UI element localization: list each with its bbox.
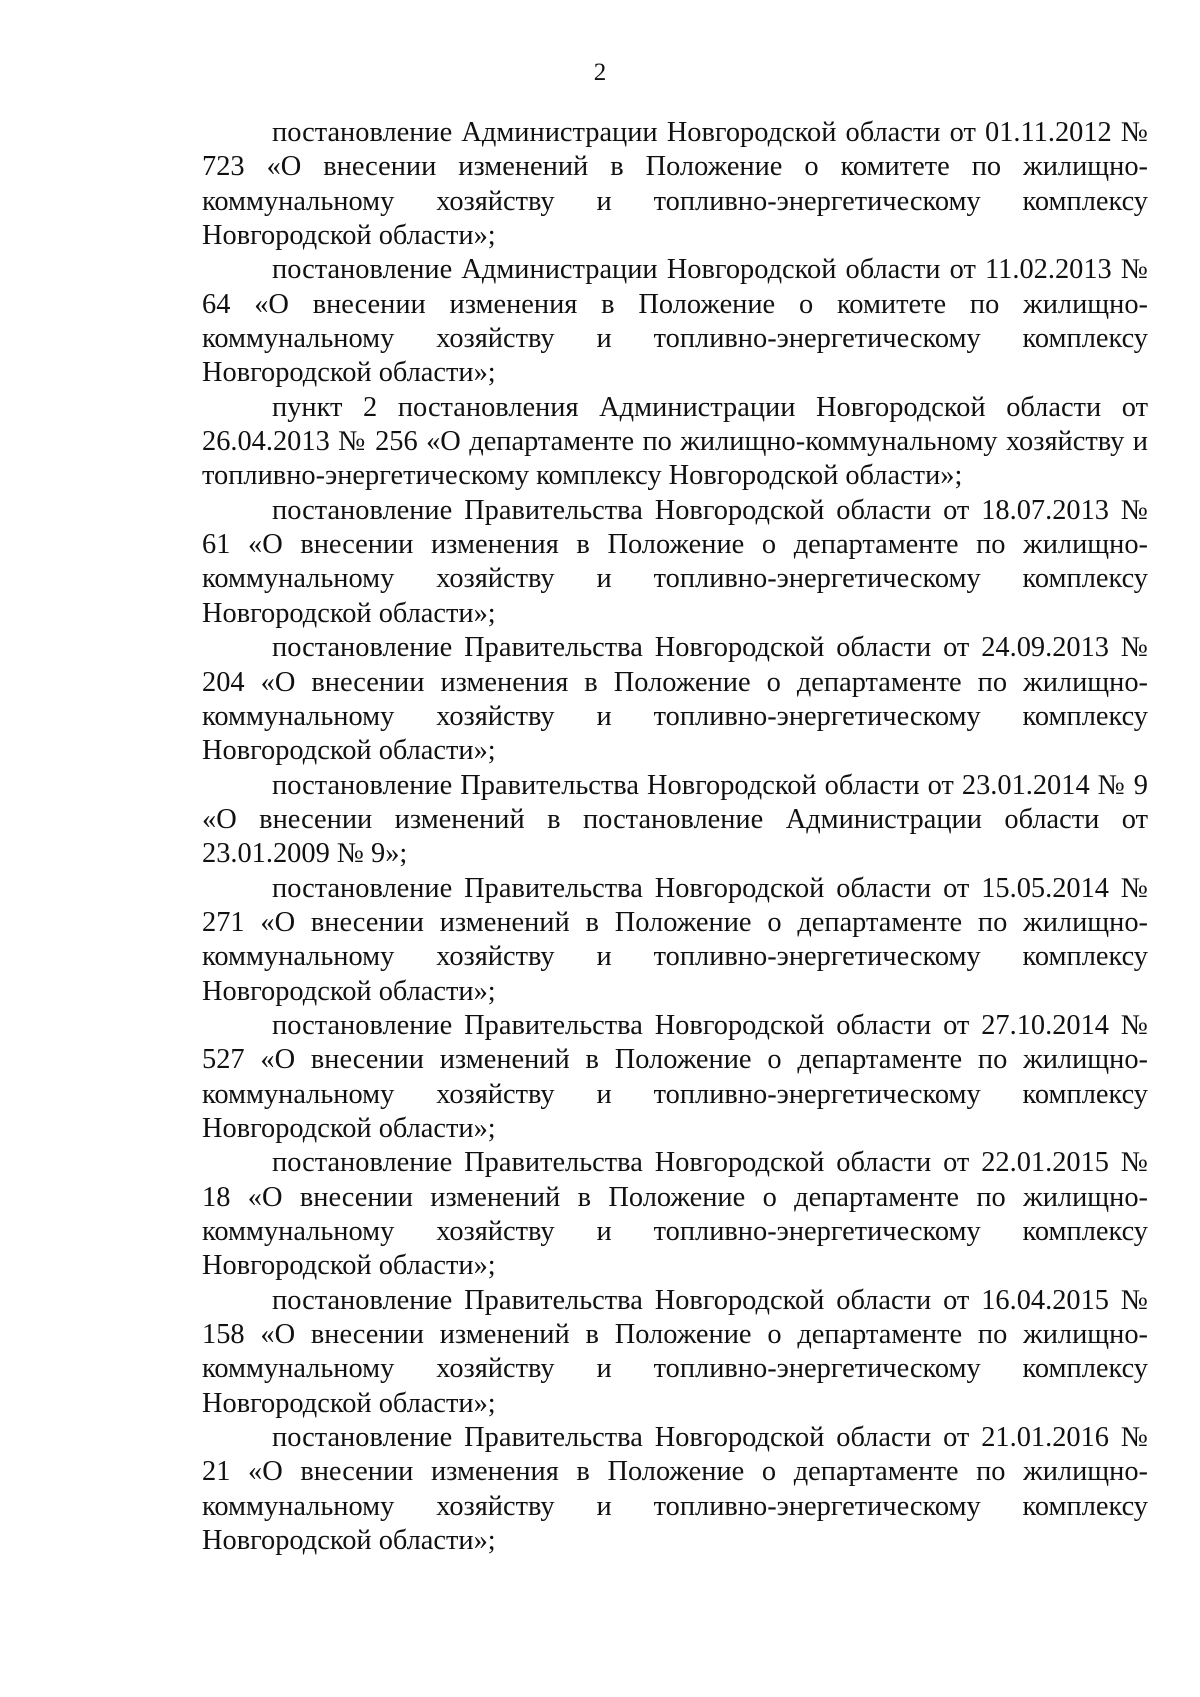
paragraph-4: постановление Правительства Новгородской области от 18.07.2013 № 61 «О внесении изменения в Положение о департаменте по жилищно-коммунальному хозяйству и топливно-энергетическому комплексу Новгородской области»; — [202, 494, 1148, 629]
paragraph-7: постановление Правительства Новгородской области от 15.05.2014 № 271 «О внесении изменений в Положение о департаменте по жилищно-коммунальному хозяйству и топливно-энергетическому комплексу Новгородской области»; — [202, 872, 1148, 1007]
paragraph-8: постановление Правительства Новгородской области от 27.10.2014 № 527 «О внесении изменений в Положение о департаменте по жилищно-коммунальному хозяйству и топливно-энергетическому комплексу Новгородской области»; — [202, 1009, 1148, 1144]
paragraph-2: постановление Администрации Новгородской области от 11.02.2013 № 64 «О внесении изменения в Положение о комитете по жилищно-коммунальному хозяйству и топливно-энергетическому комплексу Новгородской области»; — [202, 254, 1148, 389]
paragraph-5: постановление Правительства Новгородской области от 24.09.2013 № 204 «О внесении изменения в Положение о департаменте по жилищно-коммунальному хозяйству и топливно-энергетическому комплексу Новгородской области»; — [202, 632, 1148, 767]
paragraph-10: постановление Правительства Новгородской области от 16.04.2015 № 158 «О внесении изменений в Положение о департаменте по жилищно-коммунальному хозяйству и топливно-энергетическому комплексу Новгородской области»; — [202, 1284, 1148, 1419]
paragraph-11: постановление Правительства Новгородской области от 21.01.2016 № 21 «О внесении изменения в Положение о департаменте по жилищно-коммунальному хозяйству и топливно-энергетическому комплексу Новгородской области»; — [202, 1422, 1148, 1557]
paragraph-9: постановление Правительства Новгородской области от 22.01.2015 № 18 «О внесении изменений в Положение о департаменте по жилищно-коммунальному хозяйству и топливно-энергетическому комплексу Новгородской области»; — [202, 1147, 1148, 1282]
paragraph-3: пункт 2 постановления Администрации Новгородской области от 26.04.2013 № 256 «О департаменте по жилищно-коммунальному хозяйству и топливно-энергетическому комплексу Новгородской области»; — [202, 391, 1148, 492]
page-number: 2 — [593, 59, 607, 86]
document-body — [202, 116, 1148, 1558]
paragraph-1: постановление Администрации Новгородской области от 01.11.2012 № 723 «О внесении изменений в Положение о комитете по жилищно-коммунальному хозяйству и топливно-энергетическому комплексу Новгородской области»; — [202, 117, 1148, 252]
paragraph-6: постановление Правительства Новгородской области от 23.01.2014 № 9 «О внесении изменений в постановление Администрации области от 23.01.2009 № 9»; — [202, 769, 1148, 870]
